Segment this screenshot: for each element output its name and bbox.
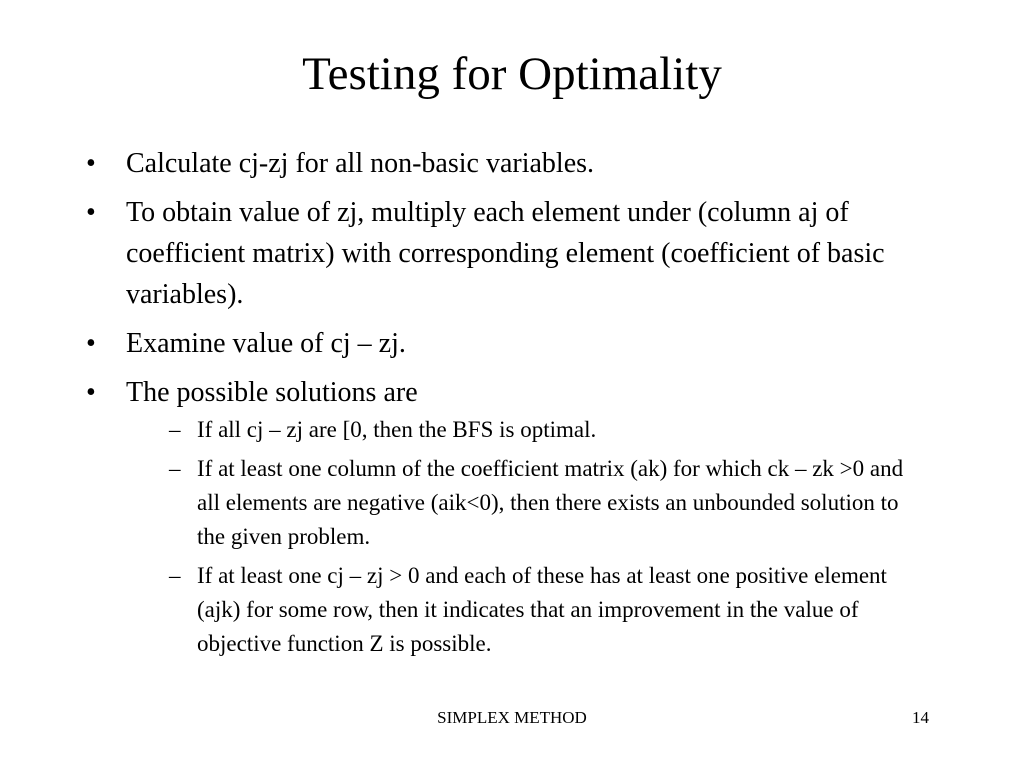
bullet-list — [86, 143, 946, 669]
sub-bullet-list — [126, 413, 946, 661]
sub-bullet-marker: – — [169, 563, 181, 588]
sub-bullet-marker: – — [169, 456, 181, 481]
sub-bullet-item — [169, 452, 917, 554]
sub-bullet-text: If at least one column of the coefficient matrix (ak) for which ck – zk >0 and all elements are negative (aik<0), then there exists an unbounded solution to the given problem. — [197, 456, 904, 549]
sub-bullet-marker: – — [169, 417, 181, 442]
bullet-marker: • — [86, 328, 96, 359]
bullet-marker: • — [86, 377, 96, 408]
footer-label: SIMPLEX METHOD — [437, 708, 587, 727]
bullet-text: The possible solutions are — [126, 377, 418, 408]
bullet-item — [86, 192, 946, 315]
sub-bullet-item — [169, 559, 917, 661]
bullet-text: To obtain value of zj, multiply each element under (column aj of coefficient matrix) with corresponding element (coefficient of basic variables). — [126, 197, 885, 310]
bullet-item — [86, 323, 946, 364]
slide-title: Testing for Optimality — [302, 48, 722, 100]
bullet-item — [86, 372, 946, 661]
bullet-item — [86, 143, 946, 184]
page-number: 14 — [912, 708, 929, 727]
sub-bullet-item — [169, 413, 917, 447]
bullet-text: Calculate cj-zj for all non-basic variables. — [126, 148, 595, 179]
bullet-marker: • — [86, 197, 96, 228]
sub-bullet-text: If all cj – zj are [0, then the BFS is optimal. — [197, 417, 597, 442]
bullet-marker: • — [86, 148, 96, 179]
bullet-text: Examine value of cj – zj. — [126, 328, 406, 359]
sub-bullet-text: If at least one cj – zj > 0 and each of these has at least one positive element (ajk) for some row, then it indicates that an improvement in the value of objective function Z is possible. — [197, 563, 887, 656]
